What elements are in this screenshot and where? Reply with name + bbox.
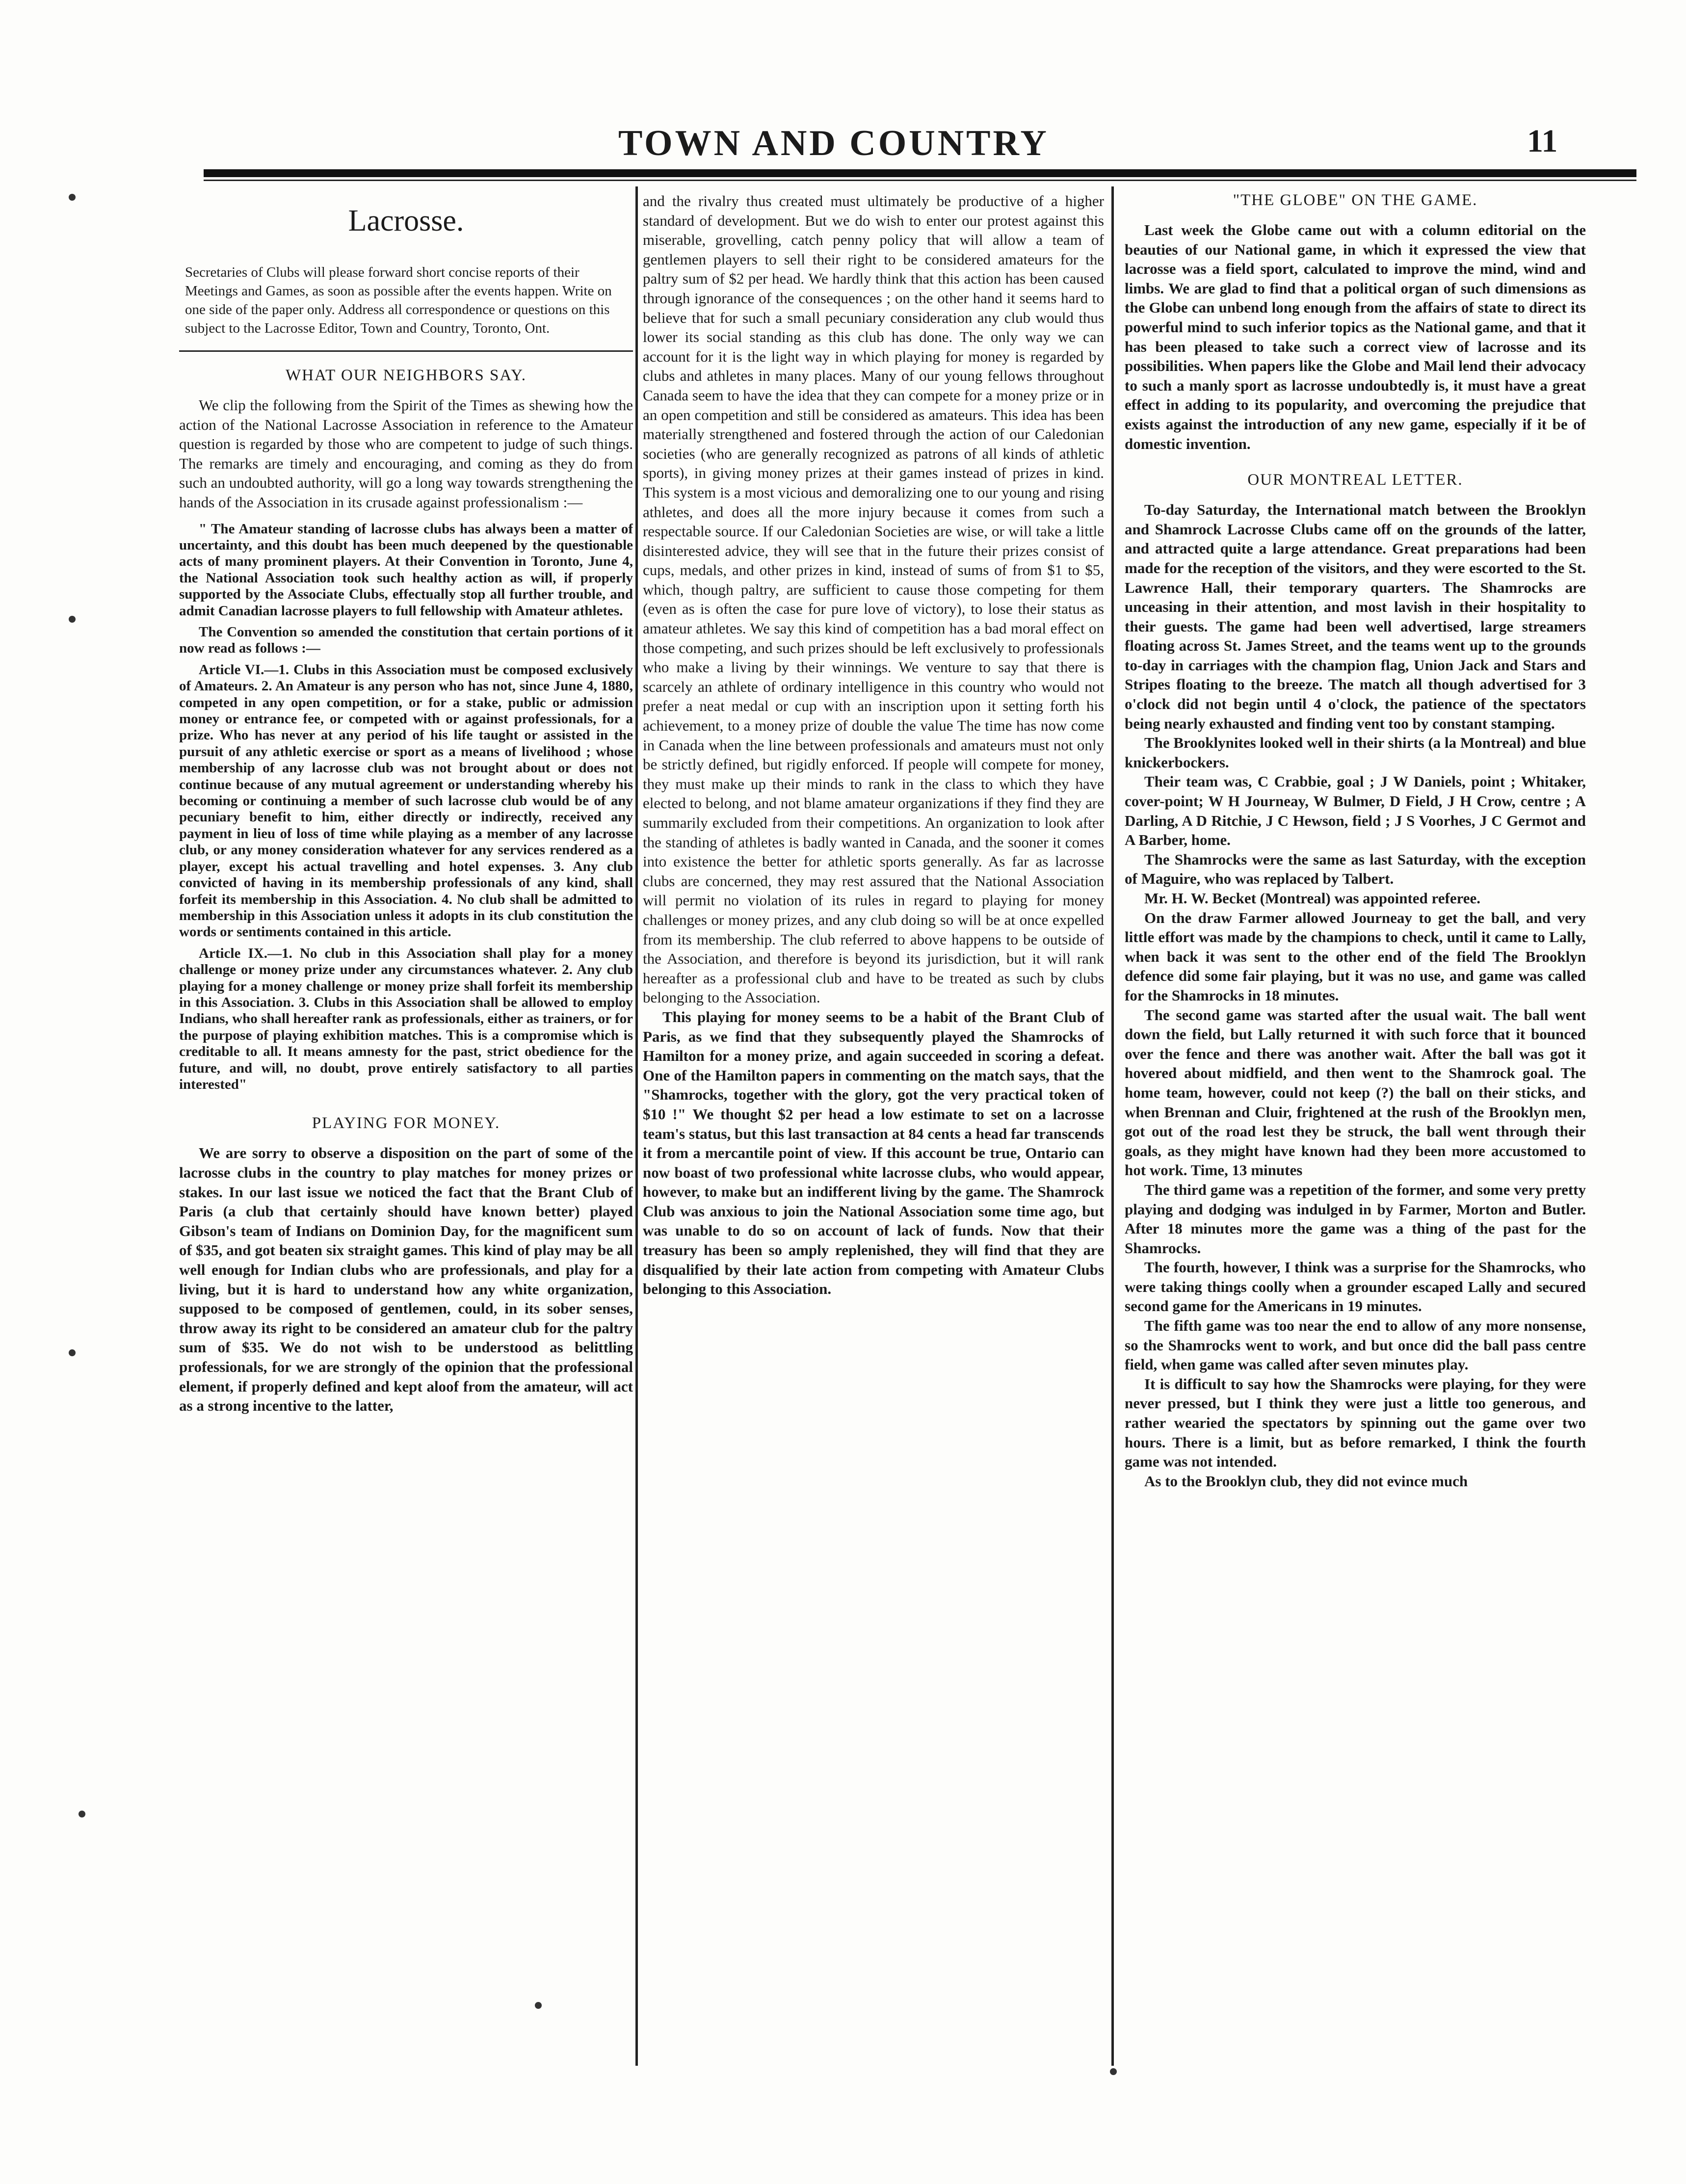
article-body bbox=[179, 1143, 633, 1415]
column-middle bbox=[643, 191, 1104, 2061]
paragraph: As to the Brooklyn club, they did not evince much bbox=[1144, 1472, 1468, 1490]
article-body bbox=[1125, 500, 1586, 1491]
article-heading: "THE GLOBE" ON THE GAME. bbox=[1233, 191, 1478, 209]
quoted-text bbox=[179, 521, 633, 1093]
paragraph: To-day Saturday, the International match between the Brooklyn and Shamrock Lacrosse Clubs came off on the grounds of the latter, and attracted quite a large attendance. Great preparations had been made for the reception of the visitors, and they were escorted to the St. Lawrence Hall, their temporary quarters. The Shamrocks are unceasing in their attention, and most lavish in their hospitality to their guests. The game had been well advertised, large streamers floating across St. James Street, and the teams went up to the grounds to-day in carriages with the champion flag, Union Jack and Stars and Stripes floating to the breeze. The match all though advertised for 3 o'clock did not begin until 4 o'clock, the patience of the spectators being nearly exhausted and finding vent too by constant stamping. bbox=[1125, 501, 1586, 732]
paragraph: The Convention so amended the constitution that certain portions of it now read as follows :— bbox=[179, 624, 633, 657]
paragraph: and the rivalry thus created must ultimately be productive of a higher standard of development. But we do wish to enter our protest against this miserable, grovelling, catch penny policy that will allow a team of gentlemen players to sell their right to be considered amateurs for the paltry sum of $2 per head. We hardly think that this action has been caused through ignorance of the consequences ; on the other hand it seems hard to believe that for such a small pecuniary consideration any club would thus lower its social standing as this club has done. The only way we can account for it is the light way in which playing for money is regarded by clubs and athletes in many places. Many of our young fellows throughout Canada seem to have the idea that they can compete for a money prize or in an open competition and still be considered as amateurs. This idea has been materially strengthened and fostered through the action of our Caledonian societies (who are generally recognized as patrons of all kinds of athletic sports), in giving money prizes at their games instead of prizes in kind. This system is a most vicious and demoralizing one to our young and rising athletes, and does all the more injury because it comes from such a respectable source. If our Caledonian Societies are wise, or will take a little disinterested advice, they will see that in the future their prizes consist of cups, medals, and other prizes in kind, instead of sums of from $1 to $5, which, though paltry, are sufficient to cause those competing for them (even as is often the case for pure love of victory), to lose their status as amateur athletes. We say this kind of competition has a bad moral effect on those competing, and such prizes should be left exclusively to professionals who make a living by their winnings. We venture to say that there is scarcely an athlete of ordinary intelligence in this country who would not prefer a neat medal or cup with an inscription upon it setting forth his achievement, to a money prize of double the value The time has now come in Canada when the line between professionals and amateurs must not only be strictly defined, but rigidly enforced. If people will compete for money, they must make up their minds to rank in the class to which they have elected to belong, and not blame amateur organizations if they find they are summarily excluded from their competitions. An organization to look after the standing of athletes is badly wanted in Canada, and the sooner it comes into existence the better for athletic sports generally. As far as lacrosse clubs are concerned, they may rest assured that the National Association will permit no violation of its rules in regard to playing for money challenges or money prizes, and any club doing so will be at once expelled from its membership. The club referred to above happens to be outside of the Association, and therefore is beyond its jurisdiction, but it will rank hereafter as a professional club and have to be treated as such by clubs belonging to the Association. bbox=[643, 192, 1104, 1006]
paragraph: The Brooklynites looked well in their shirts (a la Montreal) and blue knickerbockers. bbox=[1125, 734, 1586, 771]
paragraph: We clip the following from the Spirit of the Times as shewing how the action of the National Lacrosse Association in reference to the Amateur question is regarded by those who are competent to judge of such things. The remarks are timely and encouraging, and coming as they do from such an undoubted authority, will go a long way towards strengthening the hands of the Association in its crusade against professionalism :— bbox=[179, 396, 633, 511]
article-heading: PLAYING FOR MONEY. bbox=[312, 1114, 501, 1132]
article-body bbox=[179, 395, 633, 512]
notice-text: Secretaries of Clubs will please forward short concise reports of their Meetings and Games, as soon as possible after the events happen. Write on one side of the paper only. Address all correspondence or questions on this subject to the Lacrosse Editor, Town and Country, Toronto, Ont. bbox=[185, 264, 612, 336]
column-divider bbox=[1111, 186, 1114, 2066]
paragraph: It is difficult to say how the Shamrocks were playing, for they were never pressed, but I think they were just a little too generous, and rather wearied the spectators by spinning out the game over two hours. There is a limit, but as before remarked, I think the fourth game was not intended. bbox=[1125, 1375, 1586, 1471]
column-right bbox=[1125, 191, 1586, 2061]
column-divider bbox=[635, 186, 638, 2066]
paragraph: This playing for money seems to be a habit of the Brant Club of Paris, as we find that they subsequently played the Shamrocks of Hamilton for a money prize, and again succeeded in scoring a defeat. One of the Hamilton papers in commenting on the match says, that the "Shamrocks, together with the glory, got the very practical token of $10 !" We thought $2 per head a low estimate to set on a lacrosse team's status, but this last transaction at 84 cents a head far transcends it from a mercantile point of view. If this account be true, Ontario can now boast of two professional white lacrosse clubs, who would appear, however, to make but an indifferent living by the game. The Shamrock Club was anxious to join the National Association some time ago, but was unable to do so on account of lack of funds. Now that their treasury has been so amply replenished, they will find that they are disqualified by their late action from competing with Amateur Clubs belonging to this Association. bbox=[643, 1008, 1104, 1298]
margin-mark bbox=[69, 616, 76, 623]
margin-mark bbox=[1110, 2068, 1117, 2075]
paragraph: The second game was started after the usual wait. The ball went down the field, but Lally returned it with such force that it bounced over the fence and there was another wait. After the ball was got it hovered about midfield, and then went to the Shamrock goal. The home team, however, could not keep (?) the ball on their sticks, and when Brennan and Cluir, frightened at the rush of the Brooklyn men, got out of the road lest they be struck, the ball went through their goals, as they might have known had they been more accustomed to hot work. Time, 13 minutes bbox=[1125, 1006, 1586, 1179]
paragraph: We are sorry to observe a disposition on the part of some of the lacrosse clubs in the country to play matches for money prizes or stakes. In our last issue we noticed the fact that the Brant Club of Paris (a club that certainly should have known better) played Gibson's team of Indians on Dominion Day, for the magnificent sum of $35, and got beaten six straight games. This kind of play may be all well enough for Indian clubs who are professionals, and play for a living, but it is hard to understand how any white organization, supposed to be composed of gentlemen, could, in its sober senses, throw away its right to be considered an amateur club for the paltry sum of $35. We do not wish to be understood as belittling professionals, for we are strongly of the opinion that the professional element, if properly defined and kept aloof from the amateur, will act as a strong incentive to the latter, bbox=[179, 1144, 633, 1415]
paragraph: Last week the Globe came out with a column editorial on the beauties of our National game, in which it expressed the view that lacrosse was a field sport, calculated to improve the mind, wind and limbs. We are glad to find that a political organ of such dimensions as the Globe can unbend long enough from the affairs of state to direct its powerful mind to such inferior topics as the National game, and that it has been pleased to take such a correct view of lacrosse and its possibilities. When papers like the Globe and Mail lend their advocacy to such a manly sport as lacrosse undoubtedly is, it must have a great effect in adding to its popularity, and overcoming the prejudice that exists against the introduction of any new game, especially if it be of domestic invention. bbox=[1125, 221, 1586, 452]
paragraph: Article VI.—1. Clubs in this Association must be composed exclusively of Amateurs. 2. An Amateur is any person who has not, since June 4, 1880, competed in any open competition, or for a stake, public or admission money or entrance fee, or competed with or against professionals, for a prize. Who has never at any period of his life taught or assisted in the pursuit of any athletic exercise or sport as a means of livelihood ; whose membership of any lacrosse club was not brought about or does not continue because of any mutual agreement or understanding whereby his becoming or continuing a member of such lacrosse club would be of any pecuniary benefit to him, either directly or indirectly, received any payment in lieu of loss of time while playing as a member of any lacrosse club, or any money consideration whatever for any services rendered as a player, except his actual travelling and hotel expenses. 3. Any club convicted of having in its membership professionals of any kind, shall forfeit its membership in this Association. 4. No club shall be admitted to membership in this Association unless it adopts in its club constitution the words or sentiments contained in this article. bbox=[179, 661, 633, 940]
paragraph: The fifth game was too near the end to allow of any more nonsense, so the Shamrocks went to work, and but once did the ball pass centre field, when game was called after seven minutes play. bbox=[1125, 1317, 1586, 1373]
paragraph: The third game was a repetition of the former, and some very pretty playing and dodging was indulged in by Farmer, Morton and Butler. After 18 minutes more the game was a thing of the past for the Shamrocks. bbox=[1125, 1181, 1586, 1257]
page-number: 11 bbox=[1527, 123, 1558, 159]
masthead-title: TOWN AND COUNTRY bbox=[618, 123, 1049, 163]
margin-mark bbox=[69, 1349, 76, 1356]
paragraph: " The Amateur standing of lacrosse clubs has always been a matter of uncertainty, and this doubt has been much deepened by the questionable acts of many prominent players. At their Convention in Toronto, June 4, the National Association took such healthy action as will, if properly supported by the Associate Clubs, effectually stop all further trouble, and admit Canadian lacrosse players to full fellowship with Amateur athletes. bbox=[179, 521, 633, 619]
header-rule bbox=[204, 169, 1636, 177]
paragraph: The Shamrocks were the same as last Saturday, with the exception of Maguire, who was replaced by Talbert. bbox=[1125, 850, 1586, 888]
article-heading: OUR MONTREAL LETTER. bbox=[1247, 471, 1463, 489]
article-body bbox=[1125, 220, 1586, 453]
article-heading: WHAT OUR NEIGHBORS SAY. bbox=[286, 367, 527, 384]
paragraph: On the draw Farmer allowed Journeay to get the ball, and very little effort was made by the champions to check, until it came to Lally, when back it was sent to the other end of the field The Brooklyn defence did some fair playing, but it was no use, and game was called for the Shamrocks in 18 minutes. bbox=[1125, 909, 1586, 1004]
column-left bbox=[179, 191, 633, 2061]
paragraph: Article IX.—1. No club in this Association shall play for a money challenge or money prize under any circumstances whatever. 2. Any club playing for a money challenge or money prize shall forfeit its membership in this Association. 3. Clubs in this Association shall be allowed to employ Indians, who shall hereafter rank as professionals, either as trainers, or for the purpose of playing exhibition matches. This is a compromise which is creditable to all. It means amnesty for the past, strict obedience for the future, and will, no doubt, prove entirely satisfactory to all parties interested" bbox=[179, 945, 633, 1092]
paragraph: Mr. H. W. Becket (Montreal) was appointed referee. bbox=[1144, 890, 1481, 907]
paragraph: The fourth, however, I think was a surprise for the Shamrocks, who were taking things coolly when a grounder escaped Lally and secured second game for the Americans in 19 minutes. bbox=[1125, 1259, 1586, 1315]
margin-mark bbox=[79, 1811, 85, 1817]
section-divider bbox=[179, 350, 633, 352]
margin-mark bbox=[69, 194, 76, 201]
paragraph: Their team was, C Crabbie, goal ; J W Daniels, point ; Whitaker, cover-point; W H Journeay, W Bulmer, D Field, J H Crow, centre ; A Darling, A D Ritchie, J C Hewson, field ; J S Voorhes, J C Germot and A Barber, home. bbox=[1125, 773, 1586, 849]
article-body bbox=[643, 191, 1104, 1299]
header-rule-thin bbox=[204, 180, 1636, 181]
section-title: Lacrosse. bbox=[348, 204, 464, 237]
editor-notice bbox=[179, 263, 633, 338]
